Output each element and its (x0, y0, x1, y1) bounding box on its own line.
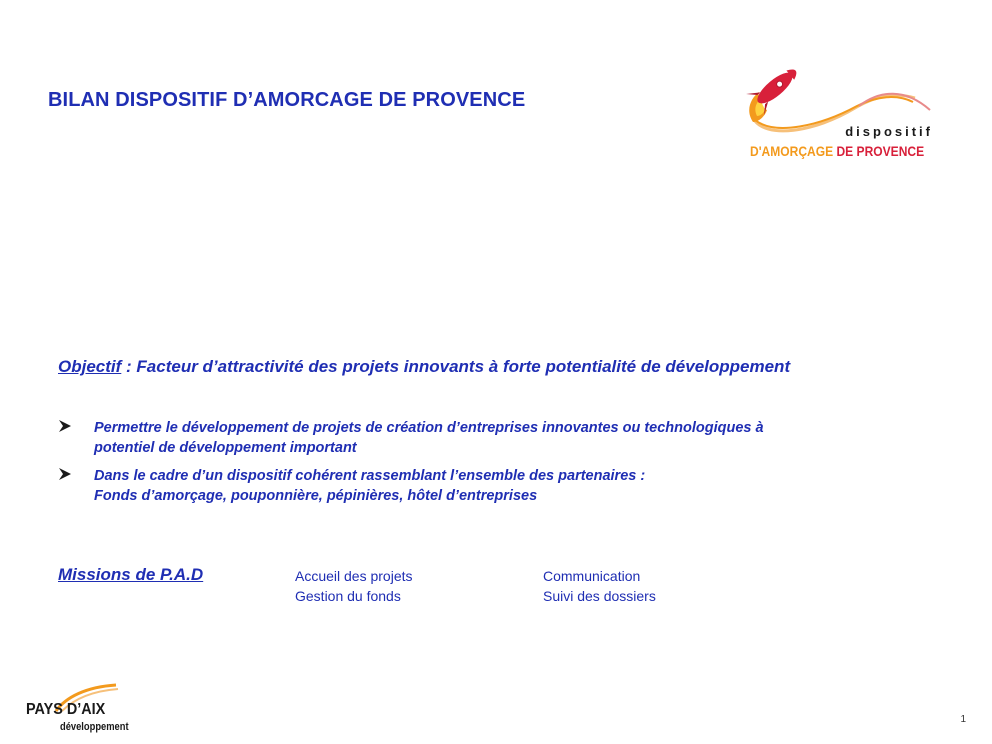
bullet-text-line: potentiel de développement important (94, 440, 357, 456)
objective-text: : Facteur d’attractivité des projets innovants à forte potentialité de développement (121, 357, 791, 376)
missions-label: Missions de P.A.D (58, 565, 204, 584)
slide-title: BILAN DISPOSITIF D’AMORCAGE DE PROVENCE (48, 89, 526, 111)
bullet-text-line: Fonds d’amorçage, pouponnière, pépinières, hôtel d’entreprises (94, 488, 538, 504)
logo-line (750, 143, 924, 159)
bullet-list (58, 418, 918, 514)
mission-item: Suivi des dossiers (543, 588, 656, 604)
mission-item: Gestion du fonds (295, 588, 401, 604)
missions-column-1 (295, 566, 413, 606)
arrow-bullet-icon (58, 419, 72, 433)
bullet-item (58, 466, 918, 506)
logo-sub-text: développement (60, 721, 129, 733)
mission-item: Accueil des projets (295, 568, 413, 584)
page-number: 1 (960, 714, 966, 725)
arrow-bullet-icon (58, 467, 72, 481)
bullet-text-line: Permettre le développement de projets de création d’entreprises innovantes ou technologiques à (94, 420, 764, 436)
logo-word-dispositif: dispositif (845, 124, 933, 139)
bullet-item (58, 418, 918, 458)
objective-line (58, 357, 790, 377)
dispositif-amorcage-logo (745, 48, 945, 168)
bullet-text-line: Dans le cadre d’un dispositif cohérent rassemblant l’ensemble des partenaires : (94, 468, 646, 484)
missions-column-2 (543, 566, 656, 606)
logo-line-part1: D'AMORÇAGE (750, 143, 834, 159)
objective-label: Objectif (58, 357, 122, 376)
mission-item: Communication (543, 568, 641, 584)
pays-daix-logo (26, 683, 146, 739)
logo-line-part2: DE PROVENCE (836, 143, 925, 159)
logo-main-text: PAYS D’AIX (26, 701, 106, 718)
